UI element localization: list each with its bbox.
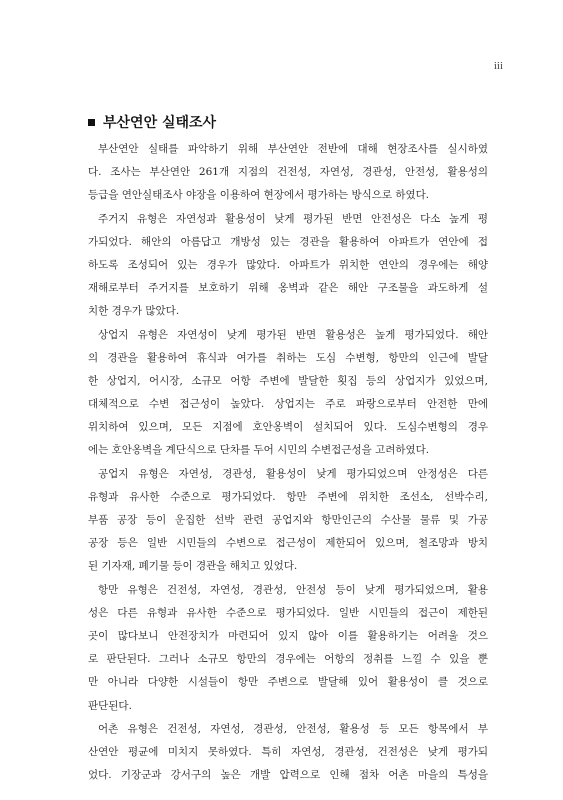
text-line: 등급을 연안실태조사 야장을 이용하여 현장에서 평가하는 방식으로 하였다. <box>88 189 430 202</box>
section-title: 부산연안 실태조사 <box>103 115 217 131</box>
text-line: 부산연안 실태를 파악하기 위해 부산연안 전반에 대해 현장조사를 실시하였 <box>98 143 488 155</box>
text-line: 었다. 기장군과 강서구의 높은 개발 압력으로 인해 점차 어촌 마을의 특성을 <box>88 769 488 782</box>
text-line: 의 경관을 활용하여 휴식과 여가를 취하는 도심 수변형, 항만의 인근에 발달 <box>88 351 488 364</box>
paragraph <box>88 718 488 788</box>
text-line: 어촌 유형은 건전성, 자연성, 경관성, 안전성, 활용성 등 모든 항목에서 부 <box>98 722 488 735</box>
text-line: 판단된다. <box>88 699 132 712</box>
text-line: 유형과 유사한 수준으로 평가되었다. 항만 주변에 위치한 조선소, 선박수리, <box>88 490 488 503</box>
text-line: 된 기자재, 폐기물 등이 경관을 해치고 있었다. <box>88 560 298 573</box>
text-line: 치한 경우가 많았다. <box>88 305 180 318</box>
text-line: 곳이 많다보니 안전장치가 마련되어 있지 않아 이를 활용하기는 어려울 것으 <box>88 629 488 642</box>
text-line: 만 아니라 다양한 시설들이 항만 주변으로 발달해 있어 활용성이 클 것으로 <box>88 676 488 689</box>
text-line: 공장 등은 일반 시민들의 수변으로 접근성이 제한되어 있으며, 철조망과 방치 <box>88 537 488 550</box>
paragraph <box>88 208 488 324</box>
paragraph <box>88 579 488 718</box>
paragraph <box>88 324 488 463</box>
text-line: 주거지 유형은 자연성과 활용성이 낮게 평가된 반면 안전성은 다소 높게 평 <box>98 212 488 225</box>
section-heading <box>88 112 216 132</box>
text-line: 상업지 유형은 자연성이 낮게 평가된 반면 활용성은 높게 평가되었다. 해안 <box>98 328 488 341</box>
text-line: 항만 유형은 건전성, 자연성, 경관성, 안전성 등이 낮게 평가되었으며, 활용 <box>98 583 488 596</box>
text-line: 에는 호안옹벽을 계단식으로 단차를 두어 시민의 수변접근성을 고려하였다. <box>88 444 430 457</box>
text-line: 로 판단된다. 그러나 소규모 항만의 경우에는 어항의 정취를 느낄 수 있을 뿐 <box>88 653 488 666</box>
text-line: 산연안 평균에 미치지 못하였다. 특히 자연성, 경관성, 건전성은 낮게 평가되 <box>88 745 488 758</box>
page-number: iii <box>493 60 503 72</box>
text-line: 부품 공장 등이 운집한 선박 관련 공업지와 항만인근의 수산물 물류 및 가공 <box>88 514 488 526</box>
text-line: 재해로부터 주거지를 보호하기 위해 옹벽과 같은 해안 구조물을 과도하게 설 <box>88 282 488 295</box>
body-text <box>88 138 488 787</box>
text-line: 다. 조사는 부산연안 261개 지점의 건전성, 자연성, 경관성, 안전성, 활용성의 <box>88 166 488 179</box>
text-line: 가되었다. 해안의 아름답고 개방성 있는 경관을 활용하여 아파트가 연안에 접 <box>88 235 488 248</box>
paragraph <box>88 138 488 208</box>
text-line: 대체적으로 수변 접근성이 높았다. 상업지는 주로 파랑으로부터 안전한 만에 <box>88 398 488 411</box>
text-line: 하도록 조성되어 있는 경우가 많았다. 아파트가 위치한 연안의 경우에는 해양 <box>88 258 488 271</box>
paragraph <box>88 463 488 579</box>
text-line: 공업지 유형은 자연성, 경관성, 활용성이 낮게 평가되었으며 안정성은 다른 <box>98 467 488 480</box>
black-square-bullet-icon <box>88 119 95 126</box>
text-line: 성은 다른 유형과 유사한 수준으로 평가되었다. 일반 시민들의 접근이 제한된 <box>88 606 488 619</box>
text-line: 위치하여 있으며, 모든 지점에 호안옹벽이 설치되어 있다. 도심수변형의 경우 <box>88 421 488 434</box>
text-line: 한 상업지, 어시장, 소규모 어항 주변에 발달한 횟집 등의 상업지가 있었으며, <box>88 374 488 387</box>
